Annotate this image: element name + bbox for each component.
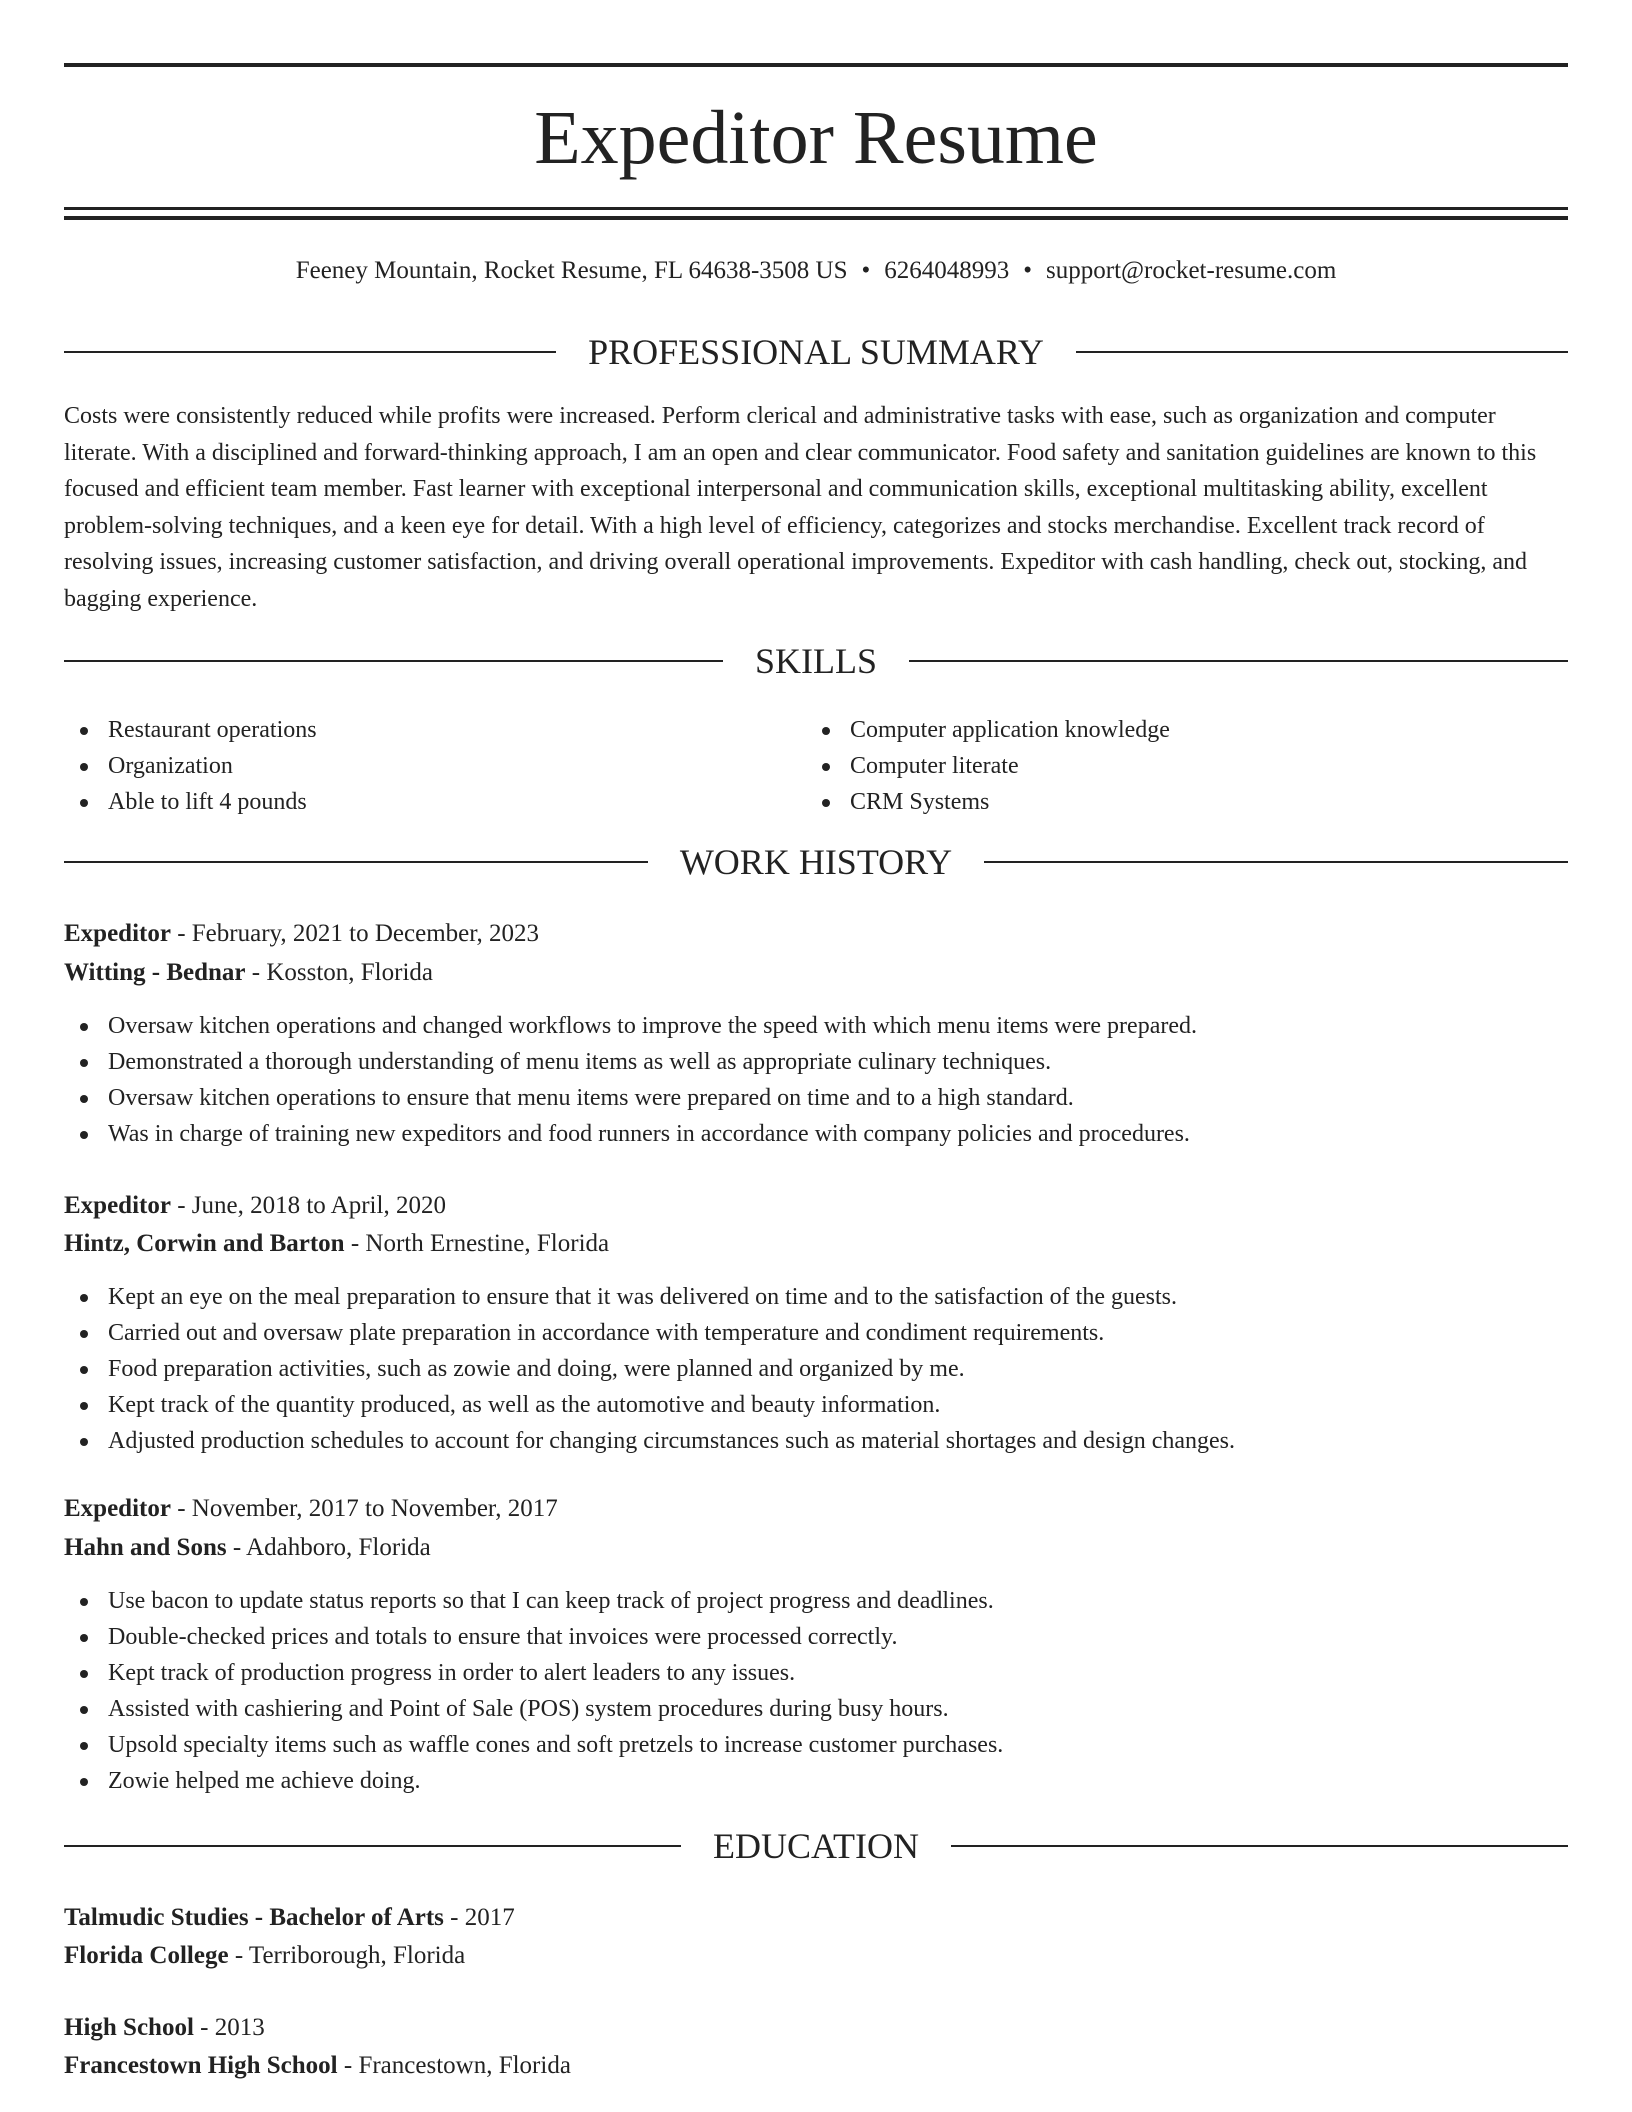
title-double-rule: [64, 207, 1568, 220]
heading-rule: [984, 861, 1568, 863]
job-duties: [64, 1583, 1568, 1799]
job-duty-item: Food preparation activities, such as zowie and doing, were planned and organized by me.: [64, 1351, 1568, 1387]
contact-phone: 6264048993: [884, 257, 1010, 284]
section-title: EDUCATION: [713, 1826, 919, 1866]
heading-rule: [909, 660, 1568, 662]
education-school-line: [64, 1938, 1568, 1974]
skill-item: Computer application knowledge: [806, 712, 1506, 748]
job-title: Expeditor: [64, 1495, 171, 1522]
skill-item: Restaurant operations: [64, 712, 764, 748]
skill-item: Able to lift 4 pounds: [64, 784, 764, 820]
heading-rule: [64, 660, 723, 662]
job-duty-item: Kept track of the quantity produced, as well as the automotive and beauty information.: [64, 1387, 1568, 1423]
heading-rule: [1076, 351, 1568, 353]
job-duty-item: Oversaw kitchen operations and changed workflows to improve the speed with which menu items were prepared.: [64, 1008, 1568, 1044]
job-duties: [64, 1279, 1568, 1459]
skill-item: Computer literate: [806, 748, 1506, 784]
heading-rule: [64, 351, 556, 353]
education-school-line: [64, 2048, 1568, 2084]
education-degree: Talmudic Studies - Bachelor of Arts: [64, 1904, 444, 1931]
section-heading-skills: [64, 639, 1568, 683]
skill-item: CRM Systems: [806, 784, 1506, 820]
job-title: Expeditor: [64, 1192, 171, 1219]
job-dates: - November, 2017 to November, 2017: [170, 1495, 558, 1522]
contact-separator: •: [861, 257, 871, 284]
job-dates: - February, 2021 to December, 2023: [170, 920, 540, 947]
contact-line: [64, 253, 1568, 289]
education-school: Francestown High School: [64, 2052, 338, 2079]
job-duty-item: Double-checked prices and totals to ensure that invoices were processed correctly.: [64, 1619, 1568, 1655]
heading-rule: [64, 1845, 681, 1847]
education-year: - 2017: [443, 1904, 515, 1931]
job-duty-item: Adjusted production schedules to account for changing circumstances such as material shortages and design changes.: [64, 1423, 1568, 1459]
section-title: SKILLS: [755, 641, 878, 681]
job-duty-item: Use bacon to update status reports so that I can keep track of project progress and deadlines.: [64, 1583, 1568, 1619]
job-title: Expeditor: [64, 920, 171, 947]
job-duty-item: Kept an eye on the meal preparation to ensure that it was delivered on time and to the satisfaction of the guests.: [64, 1279, 1568, 1315]
skill-item: Organization: [64, 748, 764, 784]
education-degree: High School: [64, 2014, 194, 2041]
skills-column-right: [806, 712, 1506, 820]
section-title: PROFESSIONAL SUMMARY: [588, 332, 1044, 372]
heading-rule: [951, 1845, 1568, 1847]
job-location: - Adahboro, Florida: [226, 1534, 431, 1561]
job-company: Witting - Bednar: [64, 959, 246, 986]
document-title: Expeditor Resume: [534, 96, 1098, 180]
job-duty-item: Carried out and oversaw plate preparation in accordance with temperature and condiment requirements.: [64, 1315, 1568, 1351]
top-rule: [64, 63, 1568, 67]
section-heading-work-history: [64, 840, 1568, 884]
education-degree-line: [64, 1900, 1568, 1936]
job-title-line: [64, 1491, 1568, 1527]
skills-column-left: [64, 712, 764, 820]
job-location: - North Ernestine, Florida: [344, 1230, 610, 1257]
section-heading-education: [64, 1824, 1568, 1868]
job-duty-item: Was in charge of training new expeditors and food runners in accordance with company policies and procedures.: [64, 1116, 1568, 1152]
education-location: - Terriborough, Florida: [228, 1942, 466, 1969]
heading-rule: [64, 861, 648, 863]
job-duty-item: Zowie helped me achieve doing.: [64, 1763, 1568, 1799]
job-company: Hintz, Corwin and Barton: [64, 1230, 345, 1257]
job-location: - Kosston, Florida: [245, 959, 433, 986]
job-company-line: [64, 1530, 1568, 1566]
education-location: - Francestown, Florida: [337, 2052, 571, 2079]
job-duty-item: Oversaw kitchen operations to ensure that menu items were prepared on time and to a high standard.: [64, 1080, 1568, 1116]
job-duties: [64, 1008, 1568, 1152]
job-title-line: [64, 916, 1568, 952]
contact-email: support@rocket-resume.com: [1046, 257, 1337, 284]
education-year: - 2013: [193, 2014, 265, 2041]
contact-separator: •: [1023, 257, 1033, 284]
job-company-line: [64, 955, 1568, 991]
contact-address: Feeney Mountain, Rocket Resume, FL 64638-3508 US: [295, 257, 848, 284]
job-duty-item: Demonstrated a thorough understanding of menu items as well as appropriate culinary techniques.: [64, 1044, 1568, 1080]
section-heading-summary: [64, 330, 1568, 374]
section-title: WORK HISTORY: [679, 842, 953, 882]
job-duty-item: Assisted with cashiering and Point of Sale (POS) system procedures during busy hours.: [64, 1691, 1568, 1727]
education-degree-line: [64, 2010, 1568, 2046]
summary-paragraph: Costs were consistently reduced while profits were increased. Perform clerical and administrative tasks with ease, such as organization and computer literate. With a disciplined and forward-thinking approach, I am an open and clear communicator. Food safety and sanitation guidelines are known to this focused and efficient team member. Fast learner with exceptional interpersonal and communication skills, exceptional multitasking ability, excellent problem-solving techniques, and a keen eye for detail. With a high level of efficiency, categorizes and stocks merchandise. Excellent track record of resolving issues, increasing customer satisfaction, and driving overall operational improvements. Expeditor with cash handling, check out, stocking, and bagging experience.: [64, 403, 1537, 612]
job-duty-item: Upsold specialty items such as waffle cones and soft pretzels to increase customer purchases.: [64, 1727, 1568, 1763]
job-duty-item: Kept track of production progress in order to alert leaders to any issues.: [64, 1655, 1568, 1691]
job-title-line: [64, 1188, 1568, 1224]
job-company-line: [64, 1226, 1568, 1262]
education-school: Florida College: [64, 1942, 229, 1969]
job-dates: - June, 2018 to April, 2020: [170, 1192, 446, 1219]
job-company: Hahn and Sons: [64, 1534, 227, 1561]
